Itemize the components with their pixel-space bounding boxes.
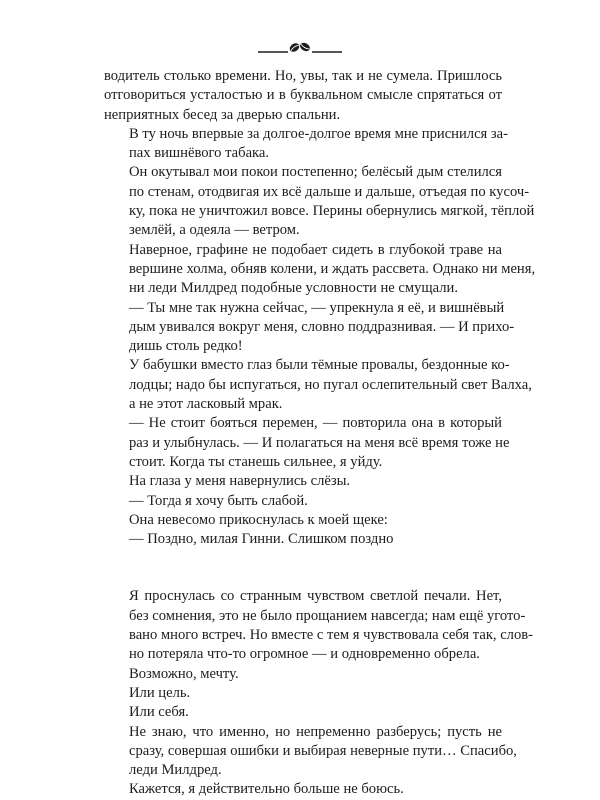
- paragraph: [104, 356, 532, 414]
- text-line: Он окутывал мои покои постепенно; белёсый дым стелился: [129, 164, 502, 181]
- paragraph: [104, 530, 502, 549]
- text-line: На глаза у меня навернулись слёзы.: [129, 473, 351, 490]
- text-line: — Тогда я хочу быть слабой.: [129, 492, 308, 509]
- text-line: В ту ночь впервые за долгое-долгое время мне приснился за-: [129, 125, 509, 142]
- coffee-bean-icon: [258, 40, 342, 56]
- paragraph: [104, 163, 535, 240]
- text-line: раз и улыбнулась. — И полагаться на меня всё время тоже не: [129, 434, 510, 451]
- text-line: водитель столько времени. Но, увы, так и не сумела. Пришлось: [104, 68, 502, 84]
- text-line: лодцы; надо бы испугаться, но пугал ослепительный свет Валха,: [129, 376, 532, 393]
- text-line: пах вишнёвого табака.: [129, 145, 270, 162]
- text-line: — Поздно, милая Гинни. Слишком поздно: [129, 531, 394, 548]
- paragraph: [104, 125, 509, 164]
- text-line: — Не стоит бояться перемен, — повторила она в который: [129, 415, 502, 432]
- paragraph: [104, 723, 517, 781]
- text-line: вершине холма, обняв колени, и ждать рассвета. Однако ни меня,: [129, 260, 536, 277]
- text-line: Она невесомо прикоснулась к моей щеке:: [129, 511, 388, 528]
- paragraph: [104, 511, 502, 530]
- paragraph: [104, 492, 502, 511]
- text-line: Я проснулась со странным чувством светлой печали. Нет,: [129, 588, 502, 605]
- paragraph: [104, 67, 502, 125]
- text-line: по стенам, отодвигая их всё дальше и дальше, отъедая по кусоч-: [129, 183, 530, 200]
- text-line: отговориться усталостью и в буквальном смысле спрятаться от: [104, 87, 502, 104]
- header-ornament: [0, 40, 600, 56]
- paragraph: [104, 684, 502, 703]
- text-line: — Ты мне так нужна сейчас, — упрекнула я её, и вишнёвый: [129, 299, 505, 316]
- text-line: дым увивался вокруг меня, словно поддразнивая. — И прихо-: [129, 318, 515, 335]
- text-line: леди Милдред.: [129, 762, 222, 779]
- text-line: стоит. Когда ты станешь сильнее, я уйду.: [129, 453, 383, 470]
- text-line: У бабушки вместо глаз были тёмные провалы, бездонные ко-: [129, 357, 510, 374]
- paragraph: [104, 587, 534, 664]
- paragraph: [104, 472, 502, 491]
- text-line: Кажется, я действительно больше не боюсь.: [129, 781, 404, 798]
- text-line: Или цель.: [129, 684, 191, 701]
- text-line: вано много встреч. Но вместе с тем я чувствовала себя так, слов-: [129, 627, 534, 644]
- text-line: Не знаю, что именно, но непременно разберусь; пусть не: [129, 723, 502, 740]
- paragraph: [104, 241, 536, 299]
- text-line: ни леди Милдред подобные условности не смущали.: [129, 280, 459, 297]
- text-line: ку, пока не уничтожил вовсе. Перины обернулись мягкой, тёплой: [129, 203, 535, 220]
- text-line: Возможно, мечту.: [129, 665, 239, 682]
- body-text: [104, 67, 536, 800]
- text-line: но потеряла что-то огромное — и одновременно обрела.: [129, 646, 480, 663]
- paragraph: [104, 414, 510, 472]
- text-line: а не этот ласковый мрак.: [129, 396, 283, 413]
- text-line: сразу, совершая ошибки и выбирая неверные пути… Спасибо,: [129, 742, 517, 759]
- paragraph: [104, 299, 515, 357]
- paragraph: [104, 703, 502, 722]
- text-line: дишь столь редко!: [129, 338, 243, 355]
- text-line: без сомнения, это не было прощанием навсегда; нам ещё угото-: [129, 607, 526, 624]
- text-line: Наверное, графине не подобает сидеть в глубокой траве на: [129, 241, 502, 258]
- paragraph: [104, 780, 502, 799]
- paragraph: [104, 665, 502, 684]
- text-line: неприятных бесед за дверью спальни.: [104, 106, 341, 123]
- section-break: [104, 549, 502, 587]
- text-line: Или себя.: [129, 704, 189, 721]
- text-line: землёй, а одеяла — ветром.: [129, 222, 300, 239]
